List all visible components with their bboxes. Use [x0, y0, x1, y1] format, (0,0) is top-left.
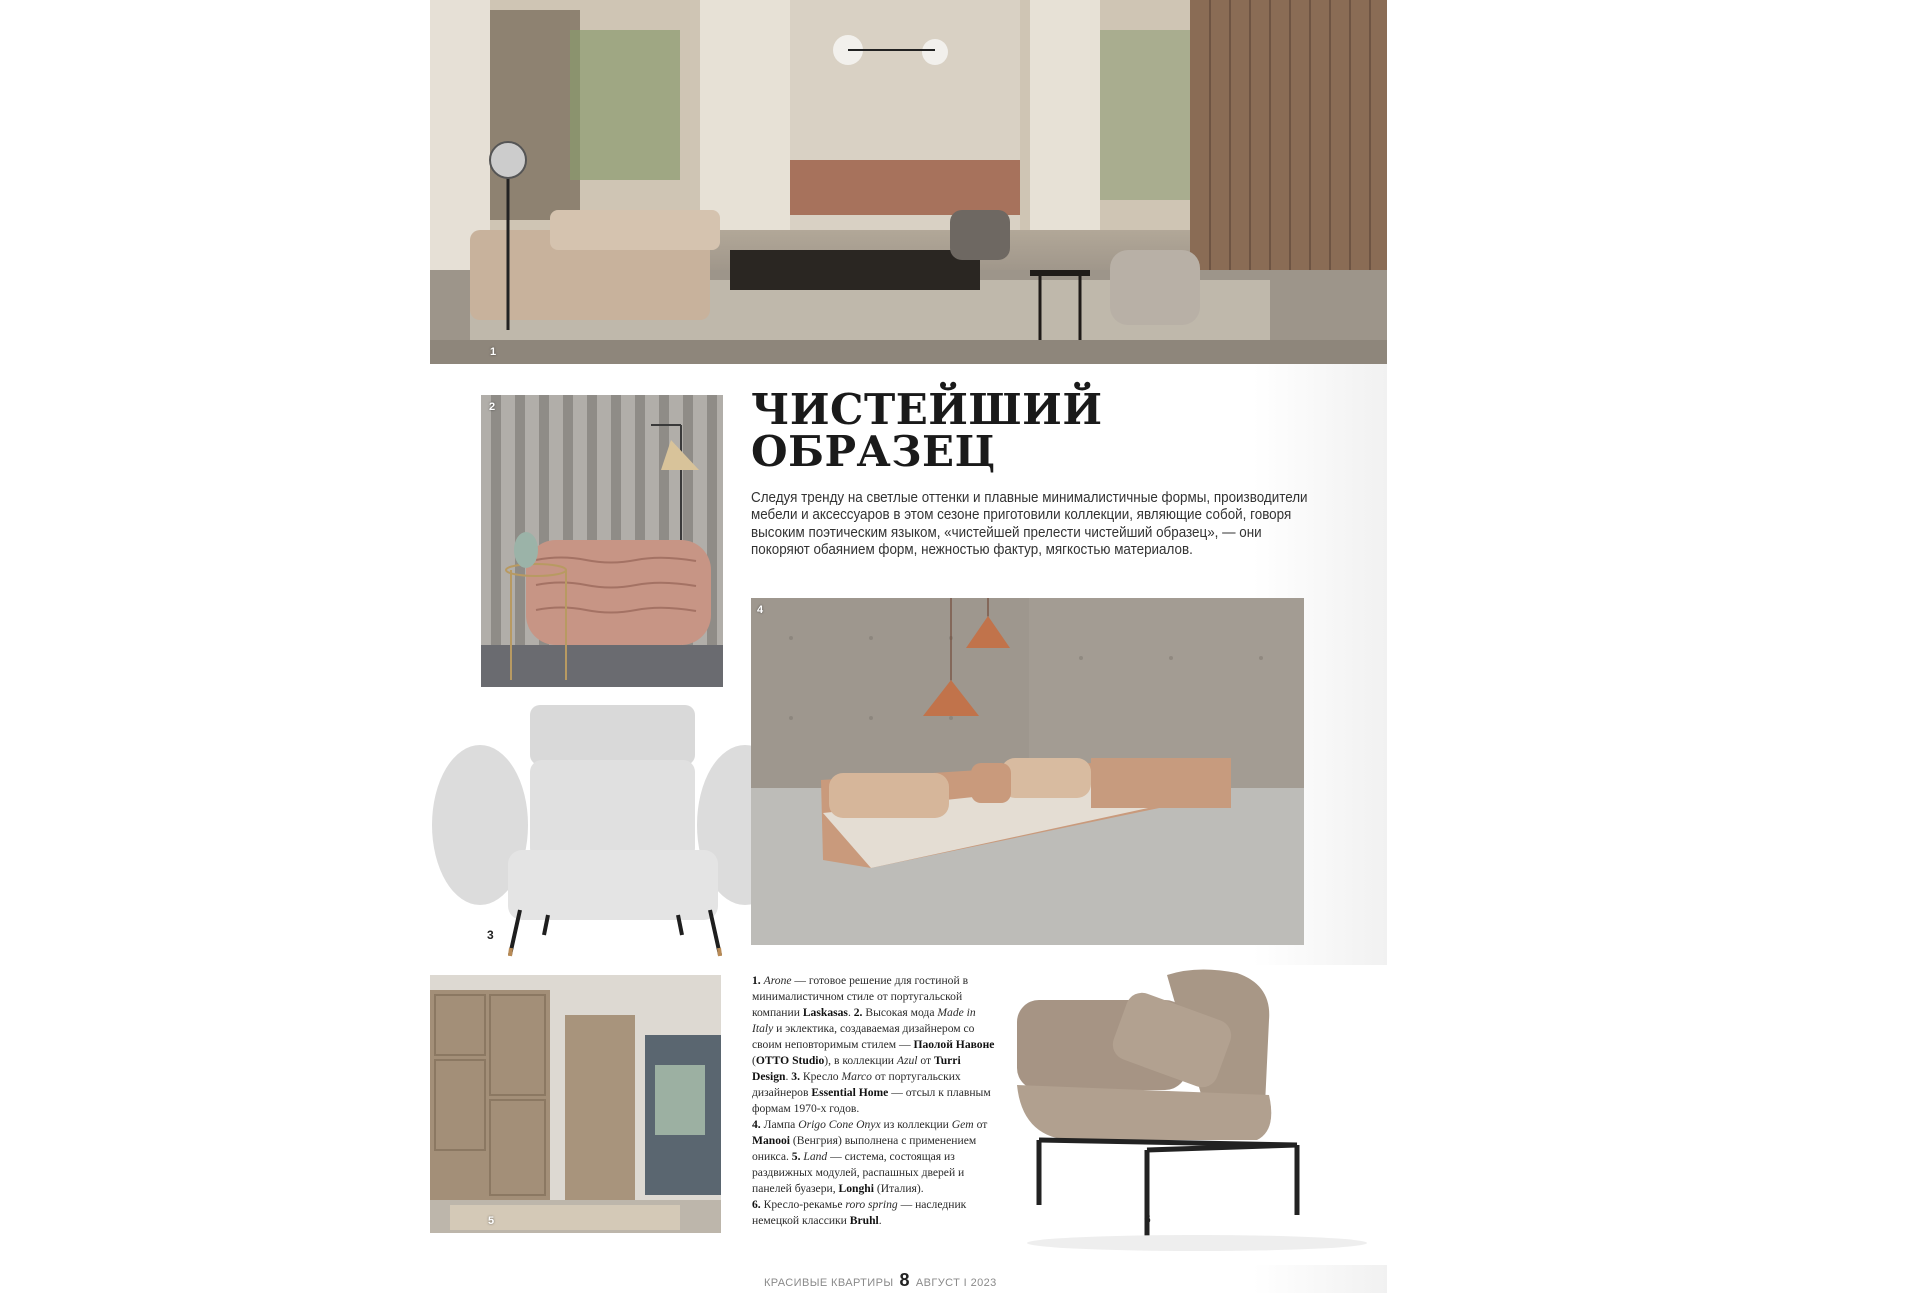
- caption-2-collection: Azul: [896, 1054, 918, 1067]
- photo-number-5: 5: [488, 1215, 495, 1227]
- caption-4-collection: Gem: [951, 1118, 974, 1131]
- caption-1-number: 1.: [752, 974, 761, 987]
- caption-4-text: Лампа: [760, 1118, 799, 1131]
- caption-2-designer: Паолой Навоне: [913, 1038, 995, 1051]
- caption-3-text-2: от португальских дизайнеров: [752, 1070, 961, 1099]
- caption-2-open: (: [752, 1054, 756, 1067]
- photo-roro-spring-chaise: [1007, 965, 1387, 1265]
- marco-armchair-illustration: [430, 700, 795, 960]
- caption-2-end: .: [785, 1070, 789, 1083]
- caption-3-text-3: — отсыл к плавным формам 1970-х годов.: [752, 1086, 991, 1115]
- caption-1-product: Arone: [763, 974, 792, 987]
- photo-sofa-concrete-room: [751, 598, 1304, 945]
- footer-page-number: 8: [899, 1270, 910, 1290]
- caption-2-number: 2.: [850, 1006, 863, 1019]
- sliding-panels-illustration: [430, 975, 721, 1233]
- footer-issue: АВГУСТ I 2023: [915, 1277, 997, 1289]
- caption-1-text: — готовое решение для гостиной в минималистичном стиле от португальской компании: [752, 974, 969, 1019]
- caption-2-studio: OTTO Studio: [755, 1054, 825, 1067]
- sofa-room-illustration: [751, 598, 1304, 945]
- woven-armchair-illustration: [481, 395, 723, 687]
- photo-number-1: 1: [490, 346, 497, 358]
- living-room-illustration: [430, 0, 1387, 364]
- caption-5-text-2: (Италия).: [873, 1182, 924, 1195]
- caption-4-product: Origo Cone Onyx: [798, 1118, 881, 1131]
- caption-6-number: 6.: [752, 1198, 761, 1211]
- caption-2-brand: Turri Design: [752, 1054, 961, 1083]
- caption-4-brand: Manooi: [752, 1134, 791, 1147]
- caption-6-product: roro spring: [845, 1198, 898, 1211]
- photo-number-4: 4: [757, 604, 764, 616]
- caption-6-text: Кресло-рекамье: [760, 1198, 846, 1211]
- caption-2-text-4: от: [917, 1054, 935, 1067]
- headline-line-1: ЧИСТЕЙШИЙ: [751, 385, 1103, 434]
- page-footer: [764, 1270, 1164, 1291]
- photo-number-3: 3: [487, 928, 494, 942]
- caption-1-end: .: [847, 1006, 851, 1019]
- chaise-illustration: [1007, 965, 1387, 1265]
- photo-marco-armchair: [430, 700, 795, 960]
- footer-magazine-name: КРАСИВЫЕ КВАРТИРЫ: [764, 1277, 894, 1289]
- caption-2-text-2: и эклектика, создаваемая дизайнером со своим неповторимым стилем —: [752, 1022, 975, 1051]
- caption-2-made-in: Made in Italy: [752, 1006, 976, 1035]
- article-headline: [751, 385, 1131, 476]
- photo-number-6: 6: [1144, 1212, 1151, 1226]
- caption-2-text-3: ), в коллекции: [824, 1054, 897, 1067]
- caption-5-product: Land: [803, 1150, 828, 1163]
- caption-6-text-2: — наследник немецкой классики: [752, 1198, 967, 1227]
- photo-sliding-panels: [430, 975, 721, 1233]
- article-lead: Следуя тренду на светлые оттенки и плавные минималистичные формы, производители мебели и аксессуаров в этом сезоне приготовили коллекции, являющие собой, говоря высоким поэтическим языком, «чистейшей прелести чистейший образец», — они покоряют обаянием форм, нежностью фактур, мягкостью материалов.: [751, 490, 1308, 559]
- caption-6-end: .: [878, 1214, 882, 1227]
- photo-living-room: [430, 0, 1387, 364]
- photo-number-2: 2: [489, 401, 496, 413]
- magazine-page: [430, 0, 1387, 1293]
- caption-5-brand: Longhi: [838, 1182, 874, 1195]
- caption-3-text: Кресло: [800, 1070, 842, 1083]
- caption-4-text-3: от: [973, 1118, 988, 1131]
- caption-3-product: Marco: [841, 1070, 872, 1083]
- caption-6-brand: Bruhl: [849, 1214, 879, 1227]
- caption-2-text: Высокая мода: [862, 1006, 938, 1019]
- caption-5-text: — система, состоящая из раздвижных модулей, распашных дверей и панелей буазери,: [752, 1150, 965, 1195]
- caption-4-text-4: (Венгрия) выполнена с применением оникса.: [752, 1134, 977, 1163]
- caption-5-number: 5.: [788, 1150, 801, 1163]
- photo-captions: [752, 973, 997, 1229]
- caption-4-number: 4.: [752, 1118, 761, 1131]
- photo-woven-armchair: [481, 395, 723, 687]
- caption-3-number: 3.: [788, 1070, 800, 1083]
- caption-3-brand: Essential Home: [811, 1086, 889, 1099]
- headline-line-2: ОБРАЗЕЦ: [751, 427, 996, 476]
- caption-1-brand: Laskasas: [802, 1006, 848, 1019]
- caption-4-text-2: из коллекции: [880, 1118, 952, 1131]
